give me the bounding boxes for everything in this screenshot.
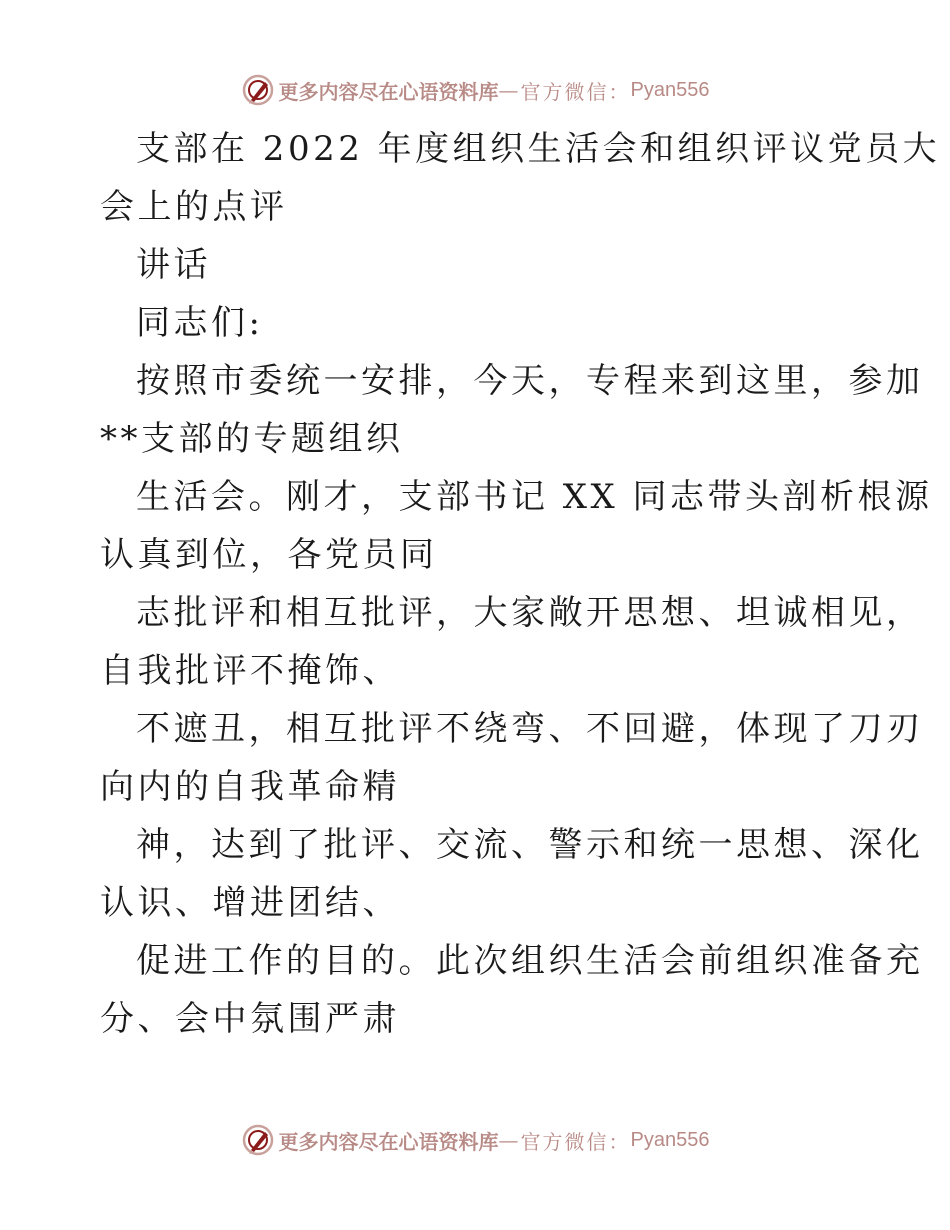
header-wechat-label: 官方微信： [520,79,631,104]
body-line: 自我批评不掩饰、 [100,651,400,691]
body-line: 促进工作的目的。此次组织生活会前组织准备充 [136,941,924,981]
body-line: **支部的专题组织 [100,419,404,459]
title-line-1: 支部在 2022 年度组织生活会和组织评议党员大 [136,129,941,169]
body-line: 不遮丑，相互批评不绕弯、不回避，体现了刀刃 [136,709,924,749]
footer-wechat-label: 官方微信： [520,1129,631,1154]
document-body [100,120,941,1048]
footer-brand-text: 更多内容尽在心语资料库 [278,1129,499,1154]
header-separator: — [498,78,521,102]
footer-separator: — [498,1128,521,1152]
title-line-2: 会上的点评 [100,187,288,227]
salutation-line: 同志们: [136,303,264,343]
body-line: 向内的自我革命精 [100,767,400,807]
body-line: 志批评和相互批评，大家敞开思想、坦诚相见， [136,593,924,633]
pen-logo-icon [241,1123,275,1157]
body-line: 分、会中氛围严肃 [100,999,400,1039]
footer-watermark-banner [0,1120,950,1160]
body-line: 认识、增进团结、 [100,883,400,923]
body-line: 神，达到了批评、交流、警示和统一思想、深化 [136,825,924,865]
footer-wechat-id: Pyan556 [630,1128,710,1151]
body-line: 按照市委统一安排，今天，专程来到这里，参加 [136,361,924,401]
body-line: 生活会。刚才，支部书记 XX 同志带头剖析根源 [136,477,933,517]
body-line: 认真到位，各党员同 [100,535,438,575]
pen-logo-icon [241,73,275,107]
header-wechat-id: Pyan556 [630,78,710,101]
header-watermark-banner [0,70,950,110]
title-line-3: 讲话 [136,245,211,285]
header-brand-text: 更多内容尽在心语资料库 [278,79,499,104]
